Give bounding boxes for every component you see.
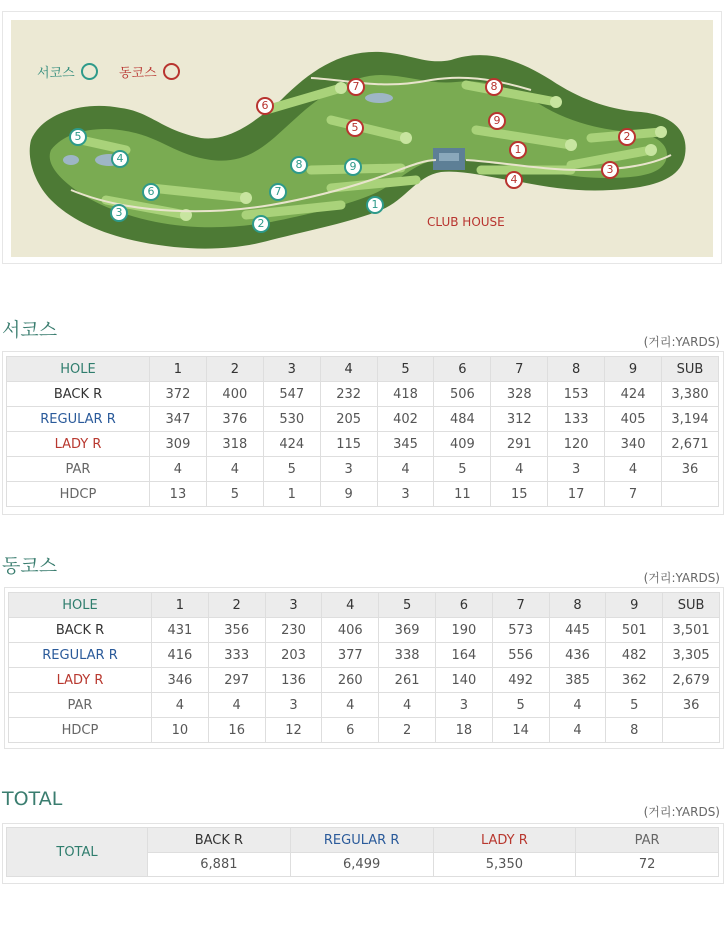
west-header-hole-2: 2	[206, 357, 263, 382]
east-cell-lady-3: 136	[265, 668, 322, 693]
east-cell-regular-8: 436	[549, 643, 606, 668]
total-value-regular: 6,499	[290, 853, 433, 877]
west-cell-back-8: 153	[548, 382, 605, 407]
east-cell-back-5: 369	[379, 618, 436, 643]
east-cell-regular-1: 416	[152, 643, 209, 668]
west-cell-hdcp-7: 15	[491, 482, 548, 507]
west-cell-par-2: 4	[206, 457, 263, 482]
east-hole-marker-2[interactable]: 2	[618, 128, 636, 146]
west-cell-lady-8: 120	[548, 432, 605, 457]
west-cell-back-3: 547	[263, 382, 320, 407]
total-unit-label: (거리:YARDS)	[643, 805, 720, 819]
east-hole-marker-1[interactable]: 1	[509, 141, 527, 159]
west-hole-marker-4[interactable]: 4	[111, 150, 129, 168]
east-header-hole-5: 5	[379, 593, 436, 618]
west-header-sub: SUB	[662, 357, 719, 382]
east-cell-hdcp-9: 8	[606, 718, 663, 743]
east-cell-par-4: 4	[322, 693, 379, 718]
total-header-lady: LADY R	[433, 828, 576, 853]
east-header-hole-2: 2	[208, 593, 265, 618]
east-row-label-hdcp: HDCP	[9, 718, 152, 743]
east-cell-hdcp-5: 2	[379, 718, 436, 743]
east-header-hole-7: 7	[492, 593, 549, 618]
east-row-hdcp	[9, 718, 720, 743]
east-cell-back-10: 3,501	[663, 618, 720, 643]
east-row-label-par: PAR	[9, 693, 152, 718]
west-row-label-hdcp: HDCP	[7, 482, 150, 507]
west-cell-lady-7: 291	[491, 432, 548, 457]
east-row-label-back: BACK R	[9, 618, 152, 643]
west-row-back	[7, 382, 719, 407]
east-cell-back-1: 431	[152, 618, 209, 643]
course-map-frame	[2, 11, 722, 264]
east-hole-marker-7[interactable]: 7	[347, 78, 365, 96]
west-cell-hdcp-5: 3	[377, 482, 434, 507]
east-hole-marker-8[interactable]: 8	[485, 78, 503, 96]
west-row-regular	[7, 407, 719, 432]
west-hole-marker-3[interactable]: 3	[110, 204, 128, 222]
west-cell-hdcp-6: 11	[434, 482, 491, 507]
east-cell-lady-10: 2,679	[663, 668, 720, 693]
west-cell-lady-2: 318	[206, 432, 263, 457]
clubhouse-building	[433, 148, 465, 170]
west-cell-lady-6: 409	[434, 432, 491, 457]
west-header-hole: HOLE	[7, 357, 150, 382]
east-cell-lady-8: 385	[549, 668, 606, 693]
total-header-regular: REGULAR R	[290, 828, 433, 853]
east-cell-regular-4: 377	[322, 643, 379, 668]
west-cell-back-7: 328	[491, 382, 548, 407]
west-cell-back-4: 232	[320, 382, 377, 407]
west-scorecard	[6, 356, 719, 507]
east-cell-par-9: 5	[606, 693, 663, 718]
east-cell-regular-3: 203	[265, 643, 322, 668]
total-value-lady: 5,350	[433, 853, 576, 877]
east-cell-par-1: 4	[152, 693, 209, 718]
east-row-label-lady: LADY R	[9, 668, 152, 693]
total-header-back: BACK R	[148, 828, 291, 853]
west-hole-marker-9[interactable]: 9	[344, 158, 362, 176]
east-scorecard	[8, 592, 720, 743]
east-row-back	[9, 618, 720, 643]
west-cell-back-6: 506	[434, 382, 491, 407]
east-cell-lady-9: 362	[606, 668, 663, 693]
total-value-back: 6,881	[148, 853, 291, 877]
west-row-label-lady: LADY R	[7, 432, 150, 457]
east-hole-marker-4[interactable]: 4	[505, 171, 523, 189]
west-cell-hdcp-1: 13	[150, 482, 207, 507]
west-cell-regular-4: 205	[320, 407, 377, 432]
west-row-label-back: BACK R	[7, 382, 150, 407]
east-hole-marker-5[interactable]: 5	[346, 119, 364, 137]
west-cell-back-2: 400	[206, 382, 263, 407]
west-hole-marker-7[interactable]: 7	[269, 183, 287, 201]
west-cell-regular-5: 402	[377, 407, 434, 432]
west-cell-par-9: 4	[605, 457, 662, 482]
west-cell-par-5: 4	[377, 457, 434, 482]
west-row-hdcp	[7, 482, 719, 507]
west-unit-label: (거리:YARDS)	[643, 335, 720, 349]
east-cell-par-8: 4	[549, 693, 606, 718]
east-cell-back-9: 501	[606, 618, 663, 643]
west-row-label-regular: REGULAR R	[7, 407, 150, 432]
west-cell-back-5: 418	[377, 382, 434, 407]
east-row-regular	[9, 643, 720, 668]
east-cell-regular-10: 3,305	[663, 643, 720, 668]
west-cell-regular-6: 484	[434, 407, 491, 432]
west-hole-marker-6[interactable]: 6	[142, 183, 160, 201]
east-cell-lady-7: 492	[492, 668, 549, 693]
east-header-hole-1: 1	[152, 593, 209, 618]
west-cell-hdcp-2: 5	[206, 482, 263, 507]
east-row-label-regular: REGULAR R	[9, 643, 152, 668]
east-cell-par-6: 3	[435, 693, 492, 718]
east-cell-par-10: 36	[663, 693, 720, 718]
west-cell-regular-3: 530	[263, 407, 320, 432]
east-header-hole-6: 6	[435, 593, 492, 618]
total-header-par: PAR	[576, 828, 719, 853]
east-cell-hdcp-10	[663, 718, 720, 743]
west-header-hole-1: 1	[150, 357, 207, 382]
east-cell-lady-5: 261	[379, 668, 436, 693]
west-cell-lady-10: 2,671	[662, 432, 719, 457]
east-cell-hdcp-8: 4	[549, 718, 606, 743]
east-cell-regular-6: 164	[435, 643, 492, 668]
east-cell-par-2: 4	[208, 693, 265, 718]
west-header-hole-4: 4	[320, 357, 377, 382]
west-row-lady	[7, 432, 719, 457]
east-cell-lady-1: 346	[152, 668, 209, 693]
east-header-hole-4: 4	[322, 593, 379, 618]
west-cell-hdcp-9: 7	[605, 482, 662, 507]
west-row-label-par: PAR	[7, 457, 150, 482]
west-cell-back-1: 372	[150, 382, 207, 407]
legend-east	[119, 62, 180, 81]
west-cell-back-10: 3,380	[662, 382, 719, 407]
west-hole-marker-5[interactable]: 5	[69, 128, 87, 146]
legend-west	[37, 62, 98, 81]
west-hole-marker-8[interactable]: 8	[290, 156, 308, 174]
west-cell-regular-7: 312	[491, 407, 548, 432]
east-cell-hdcp-7: 14	[492, 718, 549, 743]
west-course-title: 서코스	[2, 319, 58, 341]
east-course-marker-icon	[163, 63, 180, 80]
east-cell-back-2: 356	[208, 618, 265, 643]
east-header-row	[9, 593, 720, 618]
west-cell-par-10: 36	[662, 457, 719, 482]
east-cell-back-6: 190	[435, 618, 492, 643]
east-header-hole-9: 9	[606, 593, 663, 618]
west-cell-hdcp-10	[662, 482, 719, 507]
east-cell-regular-7: 556	[492, 643, 549, 668]
west-hole-marker-2[interactable]: 2	[252, 215, 270, 233]
west-header-hole-6: 6	[434, 357, 491, 382]
west-row-par	[7, 457, 719, 482]
east-cell-hdcp-1: 10	[152, 718, 209, 743]
east-cell-par-5: 4	[379, 693, 436, 718]
east-cell-regular-5: 338	[379, 643, 436, 668]
west-header-hole-7: 7	[491, 357, 548, 382]
west-header-row	[7, 357, 719, 382]
west-cell-par-3: 5	[263, 457, 320, 482]
total-value-par: 72	[576, 853, 719, 877]
east-row-par	[9, 693, 720, 718]
west-cell-par-4: 3	[320, 457, 377, 482]
east-hole-marker-9[interactable]: 9	[488, 112, 506, 130]
east-header-sub: SUB	[663, 593, 720, 618]
west-cell-lady-1: 309	[150, 432, 207, 457]
total-row-label: TOTAL	[7, 828, 148, 877]
east-cell-lady-4: 260	[322, 668, 379, 693]
west-cell-hdcp-8: 17	[548, 482, 605, 507]
west-hole-marker-1[interactable]: 1	[366, 196, 384, 214]
west-cell-regular-10: 3,194	[662, 407, 719, 432]
east-cell-lady-6: 140	[435, 668, 492, 693]
east-cell-lady-2: 297	[208, 668, 265, 693]
east-cell-back-3: 230	[265, 618, 322, 643]
east-header-hole-8: 8	[549, 593, 606, 618]
west-cell-par-8: 3	[548, 457, 605, 482]
west-cell-lady-3: 424	[263, 432, 320, 457]
west-cell-par-6: 5	[434, 457, 491, 482]
clubhouse-label: CLUB HOUSE	[427, 215, 505, 229]
east-header-hole-3: 3	[265, 593, 322, 618]
west-cell-regular-2: 376	[206, 407, 263, 432]
east-cell-back-8: 445	[549, 618, 606, 643]
west-cell-hdcp-3: 1	[263, 482, 320, 507]
east-cell-hdcp-3: 12	[265, 718, 322, 743]
west-header-hole-3: 3	[263, 357, 320, 382]
west-header-hole-5: 5	[377, 357, 434, 382]
east-cell-back-7: 573	[492, 618, 549, 643]
west-header-hole-8: 8	[548, 357, 605, 382]
west-cell-lady-5: 345	[377, 432, 434, 457]
east-cell-regular-9: 482	[606, 643, 663, 668]
legend-west-label: 서코스	[37, 66, 75, 81]
west-cell-lady-9: 340	[605, 432, 662, 457]
east-cell-hdcp-6: 18	[435, 718, 492, 743]
west-cell-par-7: 4	[491, 457, 548, 482]
east-cell-par-3: 3	[265, 693, 322, 718]
west-cell-back-9: 424	[605, 382, 662, 407]
west-header-hole-9: 9	[605, 357, 662, 382]
east-cell-regular-2: 333	[208, 643, 265, 668]
east-row-lady	[9, 668, 720, 693]
east-course-title: 동코스	[2, 555, 58, 577]
total-title: TOTAL	[2, 788, 63, 810]
east-cell-par-7: 5	[492, 693, 549, 718]
east-hole-marker-3[interactable]: 3	[601, 161, 619, 179]
east-hole-marker-6[interactable]: 6	[256, 97, 274, 115]
east-cell-back-4: 406	[322, 618, 379, 643]
west-cell-lady-4: 115	[320, 432, 377, 457]
legend-east-label: 동코스	[119, 66, 157, 81]
course-map	[11, 20, 713, 257]
east-cell-hdcp-2: 16	[208, 718, 265, 743]
east-unit-label: (거리:YARDS)	[643, 571, 720, 585]
west-course-marker-icon	[81, 63, 98, 80]
west-cell-par-1: 4	[150, 457, 207, 482]
west-cell-hdcp-4: 9	[320, 482, 377, 507]
east-header-hole: HOLE	[9, 593, 152, 618]
east-cell-hdcp-4: 6	[322, 718, 379, 743]
total-table	[6, 827, 719, 877]
west-cell-regular-1: 347	[150, 407, 207, 432]
west-cell-regular-8: 133	[548, 407, 605, 432]
west-cell-regular-9: 405	[605, 407, 662, 432]
